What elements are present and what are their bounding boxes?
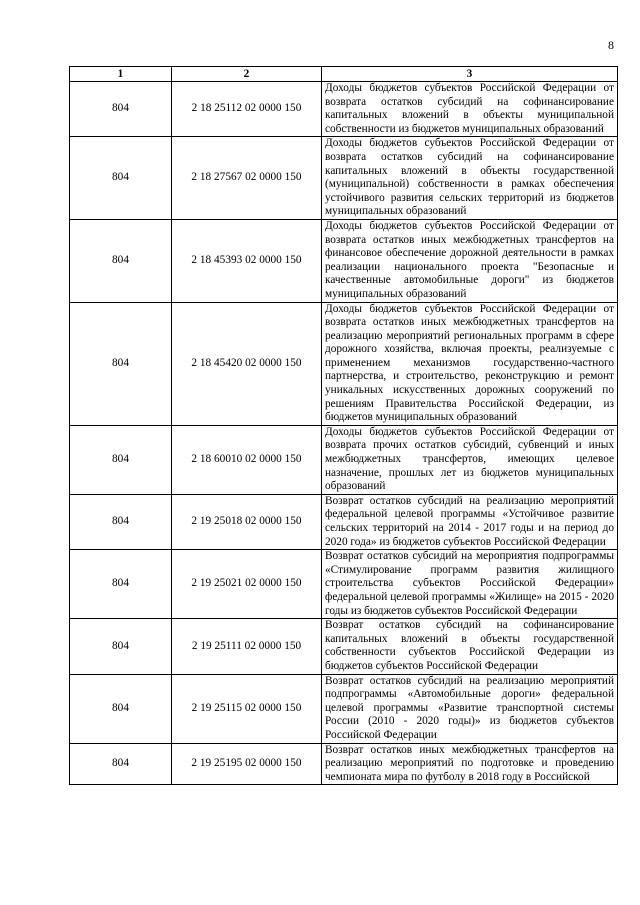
table-row (70, 425, 618, 494)
admin-code-cell: 804 (70, 425, 172, 494)
admin-code-cell: 804 (70, 674, 172, 743)
description-cell: Доходы бюджетов субъектов Российской Федерации от возврата остатков субсидий на софинансирование капитальных вложений в объекты государственной (муниципальной) собственности в рамках обеспечения устойчивого развития сельских территорий из бюджетов муниципальных образований (322, 137, 618, 220)
description-cell: Возврат остатков субсидий на мероприятия подпрограммы «Стимулирование программ развития жилищного строительства субъектов Российской Федерации» федеральной целевой программы «Жилище» на 2015 - 2020 годы из бюджетов субъектов Российской Федерации (322, 550, 618, 619)
revenue-code-cell: 2 18 60010 02 0000 150 (172, 425, 322, 494)
revenue-code-cell: 2 19 25111 02 0000 150 (172, 619, 322, 674)
admin-code-cell: 804 (70, 137, 172, 220)
admin-code-cell: 804 (70, 494, 172, 549)
description-cell: Доходы бюджетов субъектов Российской Федерации от возврата остатков иных межбюджетных трансфертов на реализацию мероприятий региональных программ в сфере дорожного хозяйства, включая проекты, реализуемые с применением механизмов государственно-частного партнерства, и строительство, реконструкцию и ремонт уникальных искусственных дорожных сооружений по решениям Правительства Российской Федерации, из бюджетов муниципальных образований (322, 302, 618, 425)
revenue-code-cell: 2 19 25018 02 0000 150 (172, 494, 322, 549)
description-cell: Доходы бюджетов субъектов Российской Федерации от возврата прочих остатков субсидий, субвенций и иных межбюджетных трансфертов, имеющих целевое назначение, прошлых лет из бюджетов муниципальных образований (322, 425, 618, 494)
description-cell: Возврат остатков субсидий на софинансирование капитальных вложений в объекты государственной собственности субъектов Российской Федерации из бюджетов субъектов Российской Федерации (322, 619, 618, 674)
admin-code-cell: 804 (70, 302, 172, 425)
revenue-code-cell: 2 18 45420 02 0000 150 (172, 302, 322, 425)
revenue-code-cell: 2 19 25195 02 0000 150 (172, 743, 322, 785)
table-row (70, 550, 618, 619)
admin-code-cell: 804 (70, 550, 172, 619)
description-cell: Возврат остатков субсидий на реализацию мероприятий федеральной целевой программы «Устойчивое развитие сельских территорий на 2014 - 2017 годы и на период до 2020 года» из бюджетов субъектов Российской Федерации (322, 494, 618, 549)
table-row (70, 219, 618, 302)
table-row (70, 302, 618, 425)
revenue-code-cell: 2 18 27567 02 0000 150 (172, 137, 322, 220)
column-header-1: 1 (70, 67, 172, 82)
description-cell: Возврат остатков иных межбюджетных трансфертов на реализацию мероприятий по подготовке и проведению чемпионата мира по футболу в 2018 году в Российской (322, 743, 618, 785)
revenue-code-cell: 2 18 25112 02 0000 150 (172, 82, 322, 137)
table-row (70, 674, 618, 743)
column-header-3: 3 (322, 67, 618, 82)
admin-code-cell: 804 (70, 82, 172, 137)
admin-code-cell: 804 (70, 219, 172, 302)
table-row (70, 619, 618, 674)
table-row (70, 82, 618, 137)
revenue-code-cell: 2 19 25115 02 0000 150 (172, 674, 322, 743)
column-header-2: 2 (172, 67, 322, 82)
description-cell: Доходы бюджетов субъектов Российской Федерации от возврата остатков иных межбюджетных трансфертов на финансовое обеспечение дорожной деятельности в рамках реализации национального проекта "Безопасные и качественные автомобильные дороги" из бюджетов муниципальных образований (322, 219, 618, 302)
admin-code-cell: 804 (70, 743, 172, 785)
table-header-row (70, 67, 618, 82)
table-row (70, 494, 618, 549)
revenue-code-cell: 2 18 45393 02 0000 150 (172, 219, 322, 302)
table-row (70, 743, 618, 785)
admin-code-cell: 804 (70, 619, 172, 674)
budget-classification-table (69, 66, 618, 785)
description-cell: Возврат остатков субсидий на реализацию мероприятий подпрограммы «Автомобильные дороги» федеральной целевой программы «Развитие транспортной системы России (2010 - 2020 годы)» из бюджетов субъектов Российской Федерации (322, 674, 618, 743)
table-row (70, 137, 618, 220)
description-cell: Доходы бюджетов субъектов Российской Федерации от возврата остатков субсидий на софинансирование капитальных вложений в объекты муниципальной собственности из бюджетов муниципальных образований (322, 82, 618, 137)
page-number: 8 (608, 38, 614, 52)
revenue-code-cell: 2 19 25021 02 0000 150 (172, 550, 322, 619)
